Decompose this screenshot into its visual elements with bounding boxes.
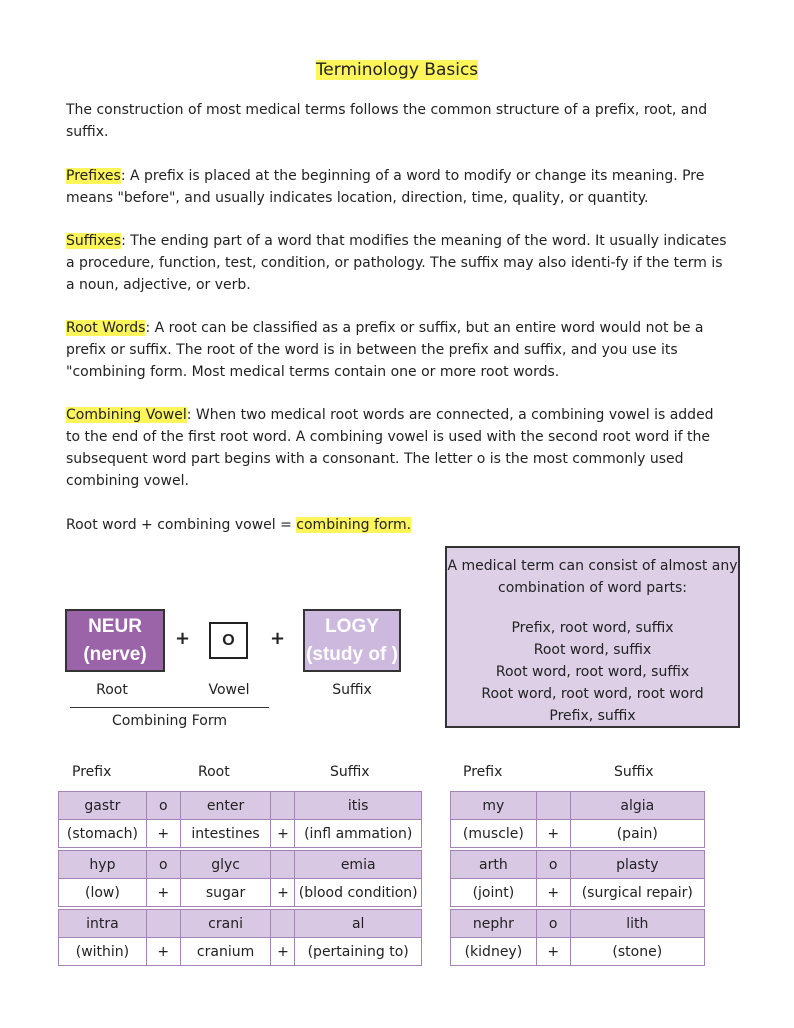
table-cell: (pertaining to) [295,938,422,966]
table-cell: (kidney) [451,938,537,966]
intro-paragraph: The construction of most medical terms follows the common structure of a prefix, root, and suffix. [66,102,708,140]
section-combining-vowel: Combining Vowel: When two medical root words are connected, a combining vowel is added to the end of the first root word. A combining vowel is used with the second root word if the subsequent word part begins with a consonant. The letter o is the most commonly used combining vowel. [66,407,714,489]
table-cell: (stomach) [59,820,147,848]
root-box [65,609,165,672]
table-cell: algia [570,792,704,820]
table-cell: my [451,792,537,820]
table-cell: itis [295,792,422,820]
info-box-list [447,617,738,727]
table-row [451,938,705,966]
suffix-meaning: (study of ) [306,643,398,665]
section-text: A root can be classified as a prefix or suffix, but an entire word would not be a prefix or suffix. The root of the word is in between the prefix and suffix, and you use its "combining form. Most medical terms contain one or more root words. [66,320,704,380]
section-term: Combining Vowel [66,407,187,423]
plus-sign: + [270,628,286,649]
section-term: Prefixes [66,168,121,184]
left-header-prefix: Prefix [72,764,112,780]
table-cell: arth [451,851,537,879]
table-cell: crani [180,910,271,938]
left-word-table [58,791,422,966]
table-cell: + [271,820,295,848]
table-row [451,820,705,848]
right-header-suffix: Suffix [614,764,654,780]
table-cell: o [146,851,180,879]
table-cell: + [146,820,180,848]
table-cell: al [295,910,422,938]
table-cell: + [271,938,295,966]
title-text: Terminology Basics [315,60,479,80]
section-term: Suffixes [66,233,122,249]
table-cell: lith [570,910,704,938]
combining-form-divider [70,707,269,708]
table-row [59,910,422,938]
table-cell: sugar [180,879,271,907]
vowel-box [209,622,248,659]
label-root: Root [96,682,128,698]
table-cell [271,851,295,879]
table-cell: o [146,792,180,820]
table-cell: + [271,879,295,907]
formula-line [66,514,732,536]
table-cell: (pain) [570,820,704,848]
table-row [59,879,422,907]
label-vowel: Vowel [208,682,250,698]
table-row [59,820,422,848]
suffix-word: LOGY [325,615,379,637]
info-box-item: Root word, suffix [533,642,652,658]
section-term: Root Words [66,320,146,336]
table-row [451,851,705,879]
table-cell: intra [59,910,147,938]
root-word: NEUR [88,615,142,637]
section-text: The ending part of a word that modifies the meaning of the word. It usually indicates a procedure, function, test, condition, or pathology. The suffix may also identi-fy if the term is a noun, adjective, or verb. [66,233,727,293]
table-cell: (blood condition) [295,879,422,907]
table-cell: (surgical repair) [570,879,704,907]
table-cell: nephr [451,910,537,938]
formula-highlight: combining form. [296,517,412,533]
table-cell: (low) [59,879,147,907]
plus-sign: + [175,628,191,649]
right-header-prefix: Prefix [463,764,503,780]
table-cell: intestines [180,820,271,848]
section-root-words: Root Words: A root can be classified as a prefix or suffix, but an entire word would not be a prefix or suffix. The root of the word is in between the prefix and suffix, and you use its "combining form. Most medical terms contain one or more root words. [66,320,704,380]
table-cell: emia [295,851,422,879]
table-cell [271,792,295,820]
table-cell: + [146,879,180,907]
info-box-title: A medical term can consist of almost any combination of word parts: [447,558,738,596]
table-row [59,938,422,966]
table-row [59,851,422,879]
table-row [451,879,705,907]
formula-text: Root word + combining vowel = [66,517,297,533]
table-cell: (infl ammation) [295,820,422,848]
table-cell: (joint) [451,879,537,907]
section-text: A prefix is placed at the beginning of a word to modify or change its meaning. Pre means "before", and usually indicates location, direction, time, quality, or quantity. [66,168,705,206]
section-prefixes: Prefixes: A prefix is placed at the beginning of a word to modify or change its meaning. Pre means "before", and usually indicates location, direction, time, quality, or quantity. [66,168,705,206]
info-box [445,546,740,728]
table-cell: (within) [59,938,147,966]
info-box-item: Prefix, suffix [549,708,636,724]
left-header-root: Root [198,764,230,780]
table-cell: o [536,851,570,879]
table-cell: + [536,879,570,907]
table-cell: hyp [59,851,147,879]
table-cell: + [536,820,570,848]
table-cell: (stone) [570,938,704,966]
table-row [451,792,705,820]
right-word-table [450,791,705,966]
table-cell: + [146,938,180,966]
table-cell: glyc [180,851,271,879]
table-cell: plasty [570,851,704,879]
table-cell: enter [180,792,271,820]
table-cell: + [536,938,570,966]
label-combining-form: Combining Form [112,713,227,729]
table-cell: (muscle) [451,820,537,848]
section-suffixes: Suffixes: The ending part of a word that modifies the meaning of the word. It usually indicates a procedure, function, test, condition, or pathology. The suffix may also identi-fy if the term is a noun, adjective, or verb. [66,233,727,293]
info-box-item: Prefix, root word, suffix [511,620,674,636]
table-cell [271,910,295,938]
section-text: When two medical root words are connected, a combining vowel is added to the end of the first root word. A combining vowel is used with the second root word if the subsequent word part begins with a consonant. The letter o is the most commonly used combining vowel. [66,407,714,489]
table-cell: gastr [59,792,147,820]
left-header-suffix: Suffix [330,764,370,780]
vowel-letter: O [222,631,235,649]
suffix-box [303,609,401,672]
info-box-item: Root word, root word, root word [481,686,704,702]
label-suffix: Suffix [332,682,372,698]
table-row [59,792,422,820]
table-row [451,910,705,938]
table-cell: cranium [180,938,271,966]
table-cell [146,910,180,938]
table-cell [536,792,570,820]
root-meaning: (nerve) [83,643,147,665]
table-cell: o [536,910,570,938]
info-box-item: Root word, root word, suffix [495,664,690,680]
page-title [0,60,794,80]
